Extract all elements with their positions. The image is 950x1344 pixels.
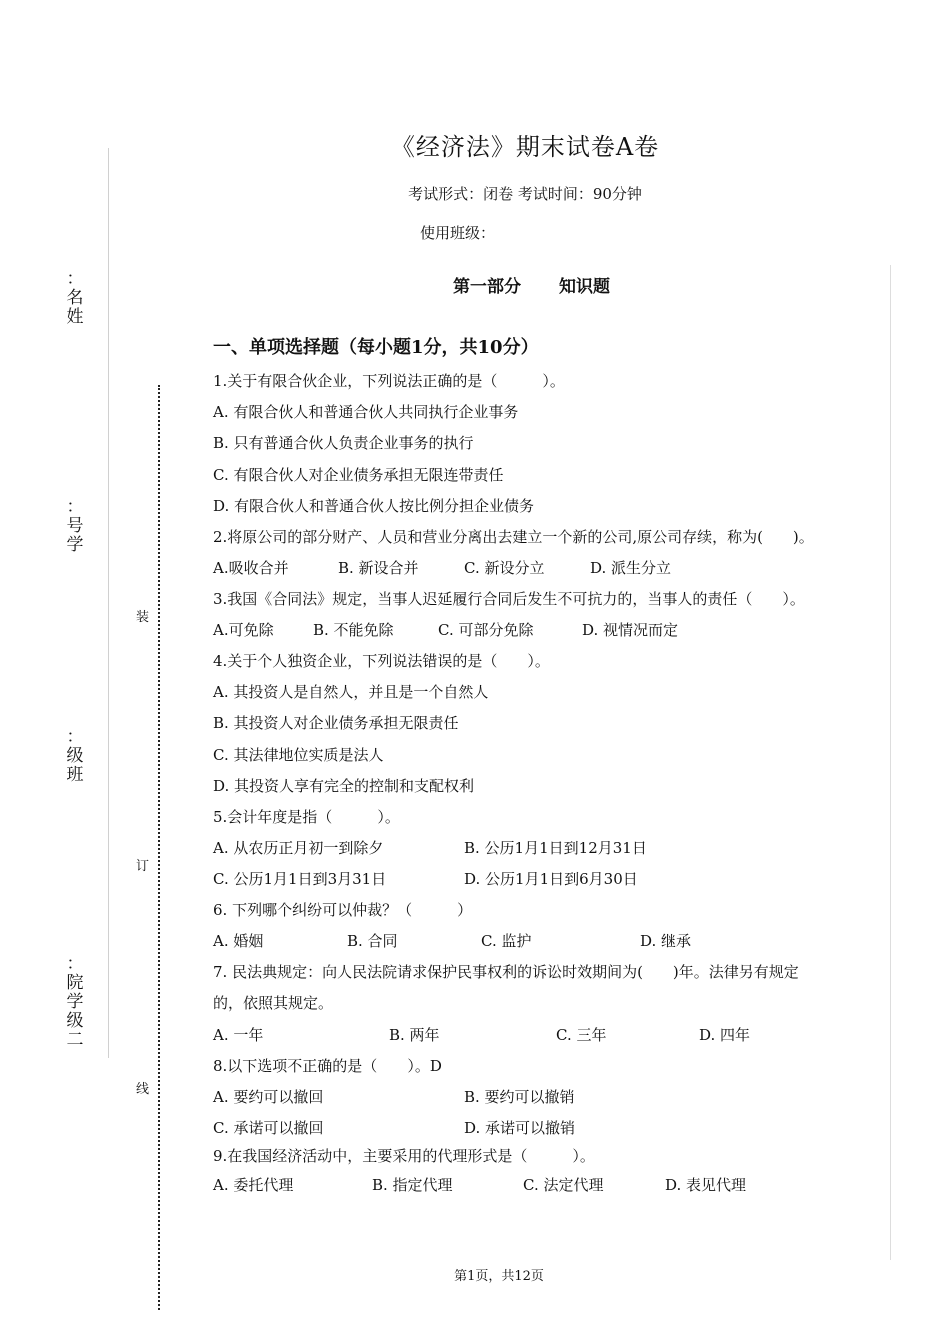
question-8-option-d: D. 承诺可以撤销 — [464, 1119, 576, 1137]
question-8-option-a: A. 要约可以撤回 — [213, 1088, 324, 1106]
name-label: ： 名 姓 — [66, 269, 84, 327]
question-6-option-c: C. 监护 — [481, 932, 532, 950]
question-3-option-c: C. 可部分免除 — [438, 621, 534, 639]
question-2-option-b: B. 新设合并 — [338, 559, 419, 577]
college-label: ： 院 学 级 二 — [66, 954, 84, 1050]
binding-mark-ding: 订 — [136, 859, 150, 874]
question-9-stem: 9.在我国经济活动中，主要采用的代理形式是（ ）。 — [213, 1147, 595, 1165]
question-1-stem: 1.关于有限合伙企业，下列说法正确的是（ ）。 — [213, 372, 565, 390]
question-9-option-d: D. 表见代理 — [665, 1176, 747, 1194]
question-9-option-c: C. 法定代理 — [523, 1176, 604, 1194]
exam-subtitle: 考试形式：闭卷 考试时间：90分钟 — [408, 185, 642, 203]
question-1-option-d: D. 有限合伙人和普通合伙人按比例分担企业债务 — [213, 497, 535, 515]
question-7-stem: 7. 民法典规定：向人民法院请求保护民事权利的诉讼时效期间为( )年。法律另有规定 — [213, 963, 799, 981]
question-6-option-b: B. 合同 — [347, 932, 398, 950]
part-title — [453, 272, 610, 297]
question-1-option-a: A. 有限合伙人和普通合伙人共同执行企业事务 — [213, 403, 519, 421]
question-2-option-d: D. 派生分立 — [590, 559, 672, 577]
question-9-option-a: A. 委托代理 — [213, 1176, 294, 1194]
part-title-right: 知识题 — [559, 277, 610, 297]
question-6-option-a: A. 婚姻 — [213, 932, 264, 950]
right-margin-line — [890, 265, 891, 1260]
section-title: 一、单项选择题（每小题1分，共10分） — [213, 337, 539, 358]
binding-mark-zhuang: 装 — [136, 610, 150, 625]
question-3-option-d: D. 视情况而定 — [582, 621, 679, 639]
question-6-stem: 6. 下列哪个纠纷可以仲裁？（ ） — [213, 901, 473, 919]
part-title-left: 第一部分 — [453, 277, 521, 297]
question-6-option-d: D. 继承 — [640, 932, 692, 950]
question-5-option-a: A. 从农历正月初一到除夕 — [213, 839, 384, 857]
question-8-option-c: C. 承诺可以撤回 — [213, 1119, 324, 1137]
question-3-option-b: B. 不能免除 — [313, 621, 394, 639]
binding-mark-xian: 线 — [136, 1082, 150, 1097]
question-4-option-a: A. 其投资人是自然人，并且是一个自然人 — [213, 683, 489, 701]
question-7-stem-continued: 的，依照其规定。 — [213, 994, 334, 1012]
question-4-option-d: D. 其投资人享有完全的控制和支配权利 — [213, 777, 475, 795]
question-8-option-b: B. 要约可以撤销 — [464, 1088, 575, 1106]
class-label: ： 级 班 — [66, 727, 84, 785]
question-3-option-a: A.可免除 — [213, 621, 274, 639]
page-footer: 第1页，共12页 — [454, 1269, 544, 1284]
question-2-stem: 2.将原公司的部分财产、人员和营业分离出去建立一个新的公司,原公司存续，称为( )。 — [213, 528, 814, 546]
question-7-option-d: D. 四年 — [699, 1026, 751, 1044]
student-number-label: ： 号 学 — [66, 497, 84, 555]
question-4-option-c: C. 其法律地位实质是法人 — [213, 746, 384, 764]
class-line: 使用班级： — [420, 224, 496, 242]
question-3-stem: 3.我国《合同法》规定，当事人迟延履行合同后发生不可抗力的，当事人的责任（ ）。 — [213, 590, 805, 608]
binding-cut-line — [158, 385, 160, 1310]
question-5-option-b: B. 公历1月1日到12月31日 — [464, 839, 647, 857]
question-5-stem: 5.会计年度是指（ ）。 — [213, 808, 400, 826]
question-5-option-c: C. 公历1月1日到3月31日 — [213, 870, 387, 888]
binding-margin-line — [108, 148, 109, 1058]
question-1-option-b: B. 只有普通合伙人负责企业事务的执行 — [213, 434, 474, 452]
question-4-stem: 4.关于个人独资企业，下列说法错误的是（ ）。 — [213, 652, 550, 670]
question-9-option-b: B. 指定代理 — [372, 1176, 453, 1194]
question-2-option-c: C. 新设分立 — [464, 559, 545, 577]
question-2-option-a: A.吸收合并 — [213, 559, 289, 577]
question-7-option-b: B. 两年 — [389, 1026, 440, 1044]
question-4-option-b: B. 其投资人对企业债务承担无限责任 — [213, 714, 459, 732]
question-7-option-a: A. 一年 — [213, 1026, 264, 1044]
question-5-option-d: D. 公历1月1日到6月30日 — [464, 870, 638, 888]
question-8-stem: 8.以下选项不正确的是（ ）。D — [213, 1057, 442, 1075]
exam-title: 《经济法》期末试卷A卷 — [390, 133, 660, 161]
question-7-option-c: C. 三年 — [556, 1026, 607, 1044]
question-1-option-c: C. 有限合伙人对企业债务承担无限连带责任 — [213, 466, 504, 484]
